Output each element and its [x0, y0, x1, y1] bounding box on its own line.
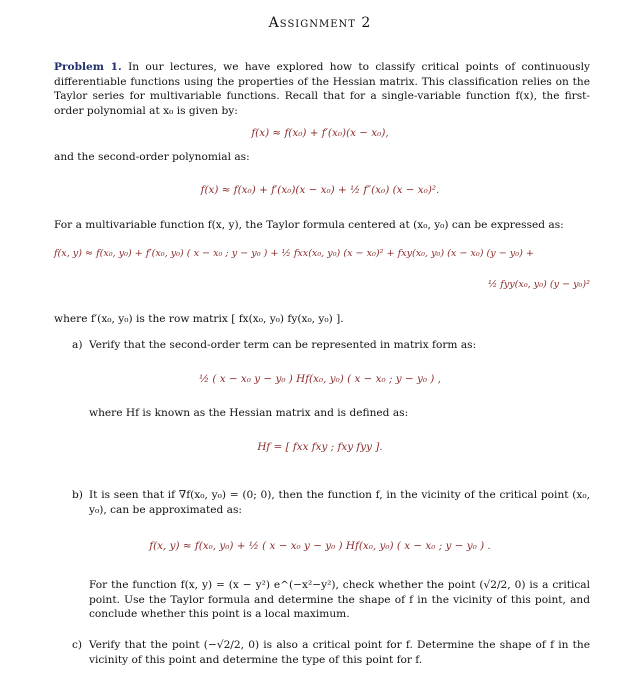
item-b-text: It is seen that if ∇f(x₀, y₀) = (0; 0), then the function f, in the vicinity of the critical point (x₀, y₀), can be approximated as: [89, 489, 590, 516]
page-title: Assignment 2 [268, 15, 372, 31]
eq-second-order: f(x) ≈ f(x₀) + f′(x₀)(x − x₀) + ½ f″(x₀) (x − x₀)². [200, 184, 440, 196]
item-a-where-text: where Hf is known as the Hessian matrix and is defined as: [89, 407, 409, 419]
item-a-text: Verify that the second-order term can be represented in matrix form as: [89, 339, 477, 351]
item-b-followup [72, 578, 590, 622]
eq-item-a: ½ ( x − x₀ y − y₀ ) Hf(x₀, y₀) ( x − x₀ ; y − y₀ ) , [199, 373, 441, 385]
eq-first-order: f(x) ≈ f(x₀) + f′(x₀)(x − x₀), [251, 127, 389, 139]
item-b-followup-text: For the function f(x, y) = (x − y²) e^(−x²−y²), check whether the point (√2/2, 0) is a critical point. Use the Taylor formula and determine the shape of f in the vicinity of this point, and conclude whether this point is a local maximum. [89, 579, 590, 621]
problem-intro [54, 60, 590, 118]
where-row-matrix: where f′(x₀, y₀) is the row matrix [ fx(x₀, y₀) fy(x₀, y₀) ]. [54, 313, 344, 325]
problem-label: Problem 1. [54, 61, 122, 73]
item-a-where [72, 406, 590, 421]
second-order-intro: and the second-order polynomial as: [54, 151, 250, 163]
item-c-mark: c) [72, 639, 83, 651]
problem-intro-text: In our lectures, we have explored how to classify critical points of continuously differentiable functions using the properties of the Hessian matrix. This classification relies on the Taylor series for multivariable functions. Recall that for a single-variable function f(x), the first-order polynomial at x₀ is given by: [54, 61, 590, 117]
item-c-text: Verify that the point (−√2/2, 0) is also a critical point for f. Determine the shape of f in the vicinity of this point and determine the type of this point for f. [89, 639, 590, 666]
multivar-intro: For a multivariable function f(x, y), the Taylor formula centered at (x₀, y₀) can be expressed as: [54, 219, 564, 231]
eq-multivar-line2: ½ fyy(x₀, y₀) (y − y₀)² [487, 279, 590, 290]
eq-hessian: Hf = [ fxx fxy ; fxy fyy ]. [257, 441, 383, 453]
item-c [72, 638, 590, 667]
eq-item-b: f(x, y) ≈ f(x₀, y₀) + ½ ( x − x₀ y − y₀ ) Hf(x₀, y₀) ( x − x₀ ; y − y₀ ) . [149, 540, 491, 552]
item-a-mark: a) [72, 339, 83, 351]
item-b-mark: b) [72, 489, 83, 501]
eq-multivar-line1: f(x, y) ≈ f(x₀, y₀) + f′(x₀, y₀) ( x − x₀ ; y − y₀ ) + ½ fxx(x₀, y₀) (x − x₀)² + fxy(x₀, y₀) (x − x₀) (y − y₀) + [54, 248, 534, 259]
item-a [72, 338, 590, 353]
item-b [72, 488, 590, 517]
